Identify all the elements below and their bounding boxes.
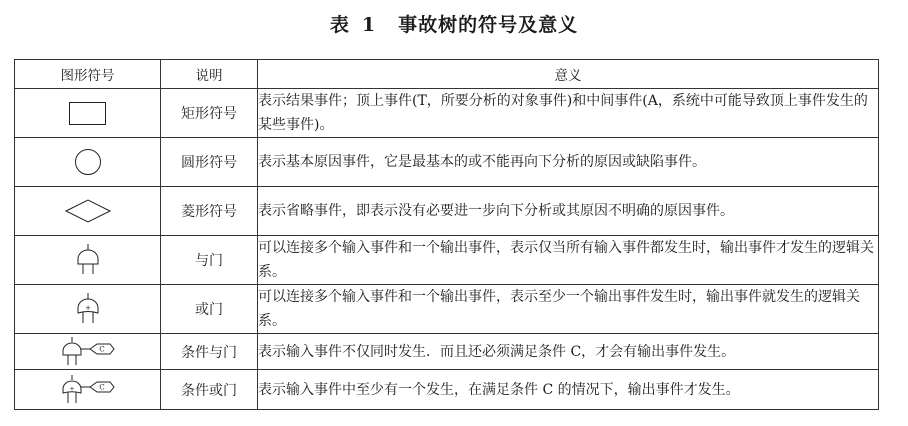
table-title — [0, 10, 908, 37]
row-meaning: 表示输入事件不仅同时发生．而且还必须满足条件 C，才会有输出事件发生。 — [258, 334, 879, 370]
symbol-cell — [15, 236, 161, 285]
conditional-or-gate-icon — [60, 375, 116, 405]
row-name: 菱形符号 — [161, 187, 258, 236]
table-row — [15, 285, 879, 334]
symbol-cell — [15, 187, 161, 236]
table-row — [15, 89, 879, 138]
conditional-and-gate-icon — [60, 337, 116, 367]
table-title-number: 1 — [361, 14, 377, 36]
row-meaning: 可以连接多个输入事件和一个输出事件，表示仅当所有输入事件都发生时，输出事件才发生的逻辑关系。 — [258, 236, 879, 285]
table-title-text: 事故树的符号及意义 — [398, 14, 579, 36]
symbol-cell — [15, 138, 161, 187]
condition-mark: C — [98, 345, 105, 353]
or-mark: + — [68, 384, 75, 392]
row-meaning: 表示省略事件，即表示没有必要进一步向下分析或其原因不明确的原因事件。 — [258, 187, 879, 236]
circle-icon — [71, 145, 105, 179]
diamond-icon — [62, 197, 114, 225]
symbol-cell — [15, 370, 161, 410]
table-row — [15, 187, 879, 236]
symbol-cell — [15, 89, 161, 138]
row-meaning: 表示结果事件；顶上事件(T，所要分析的对象事件)和中间事件(A，系统中可能导致顶上事件发生的某些事件)。 — [258, 89, 879, 138]
symbol-table — [14, 59, 879, 410]
table-row — [15, 236, 879, 285]
table-row — [15, 138, 879, 187]
or-gate-icon — [73, 292, 103, 326]
row-name: 与门 — [161, 236, 258, 285]
header-symbol: 图形符号 — [15, 60, 161, 89]
row-name: 矩形符号 — [161, 89, 258, 138]
row-name: 圆形符号 — [161, 138, 258, 187]
row-name: 或门 — [161, 285, 258, 334]
table-row — [15, 370, 879, 410]
row-meaning: 表示基本原因事件，它是最基本的或不能再向下分析的原因或缺陷事件。 — [258, 138, 879, 187]
condition-mark: C — [98, 383, 105, 391]
rectangle-icon — [65, 98, 111, 128]
row-name: 条件与门 — [161, 334, 258, 370]
row-meaning: 表示输入事件中至少有一个发生，在满足条件 C 的情况下，输出事件才发生。 — [258, 370, 879, 410]
table-row — [15, 334, 879, 370]
table-title-prefix: 表 — [329, 14, 350, 36]
or-mark: + — [84, 304, 91, 312]
header-meaning: 意义 — [258, 60, 879, 89]
and-gate-icon — [73, 243, 103, 277]
row-name: 条件或门 — [161, 370, 258, 410]
header-name: 说明 — [161, 60, 258, 89]
symbol-cell — [15, 285, 161, 334]
symbol-cell — [15, 334, 161, 370]
row-meaning: 可以连接多个输入事件和一个输出事件，表示至少一个输出事件发生时，输出事件就发生的逻辑关系。 — [258, 285, 879, 334]
header-row — [15, 60, 879, 89]
